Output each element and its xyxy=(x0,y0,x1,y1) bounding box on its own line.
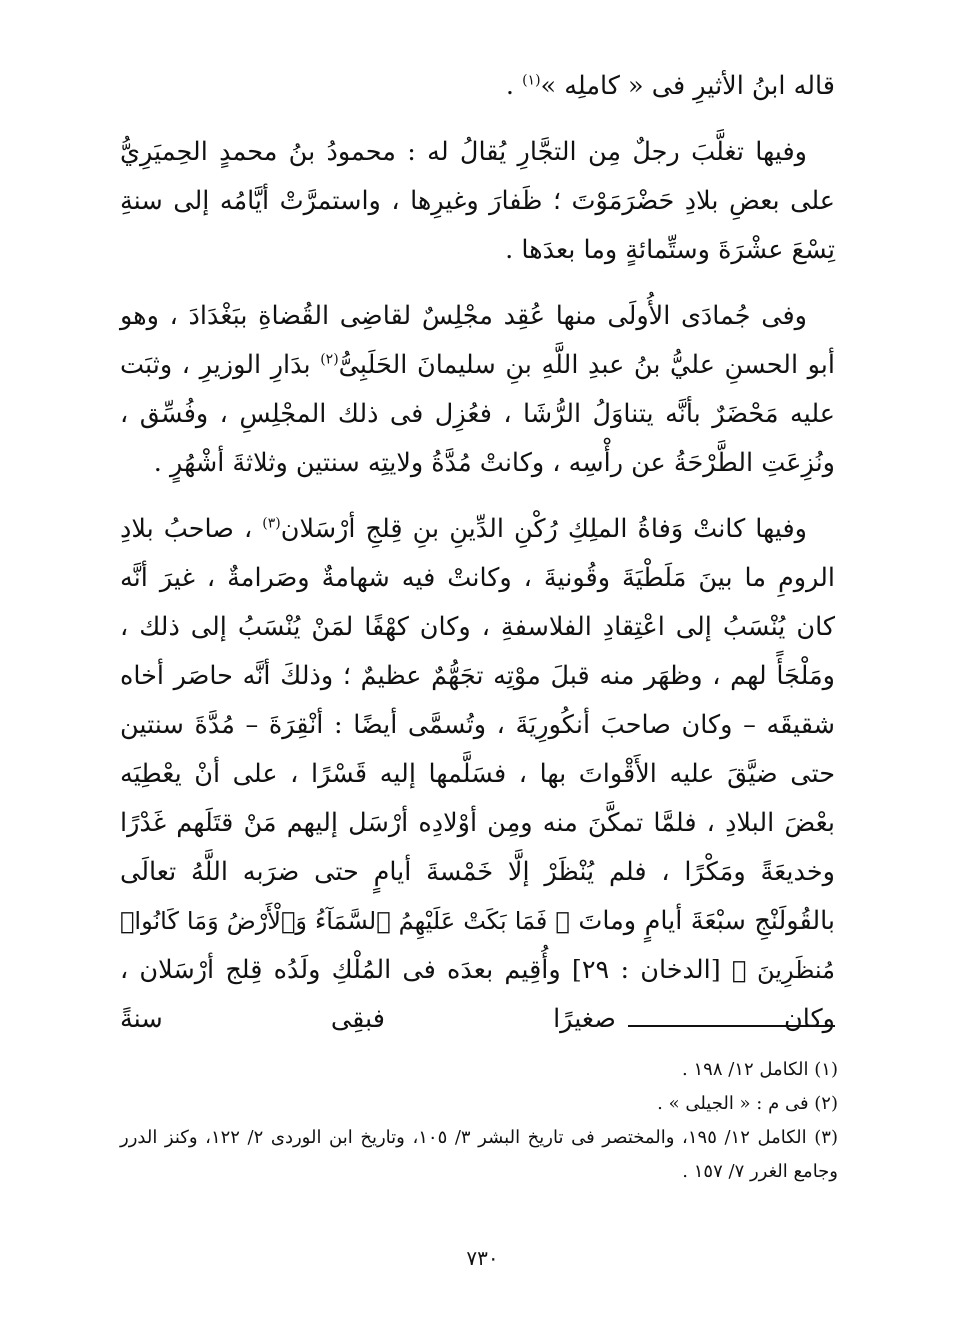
footnote-ref: (٢) xyxy=(320,351,339,368)
footnote-divider xyxy=(628,1025,835,1027)
paragraph xyxy=(120,505,835,1044)
quran-quote: ﴿ فَمَا بَكَتْ عَلَيْهِمُ ٱلسَّمَآءُ وَٱلْأَرْضُ وَمَا كَانُوا۟ مُنظَرِينَ ﴾ xyxy=(120,907,835,984)
paragraph-text: قاله ابنُ الأثيرِ فى « كاملِه » xyxy=(540,71,835,101)
footnote: (١) الكامل ١٢/ ١٩٨ . xyxy=(682,1059,838,1080)
paragraph-text: . xyxy=(505,71,523,101)
paragraph xyxy=(120,62,835,111)
paragraph-text: وفيها كانتْ وَفاةُ الملِكِ رُكْنِ الدِّينِ بنِ قِلجِ أرْسَلان xyxy=(280,514,807,544)
paragraph xyxy=(120,128,835,275)
footnote: (٣) الكامل ١٢/ ١٩٥، والمختصر فى تاريخ البشر ٣/ ١٠٥، وتاريخ ابن الوردى ٢/ ١٢٢، وكنز الدرر وجامع الغرر ٧/ ١٥٧ . xyxy=(120,1127,838,1182)
footnotes xyxy=(120,1053,838,1189)
paragraph-text: [الدخان : ٢٩] وأُقِيم بعدَه فى المُلْكِ ولَدُه قِلج أرْسَلان ، وكان صغيرًا فبقِى سنةً xyxy=(120,955,835,1034)
paragraph-text: وفى جُمادَى الأُولَى منها عُقِد مجْلِسٌ لقاضِى القُضاةِ ببَغْدَادَ ، وهو أبو الحسنِ عليُّ بنُ عبدِ اللَّهِ بنِ سليمانَ الحَلَبِىُّ xyxy=(120,301,835,380)
paragraph xyxy=(120,292,835,488)
paragraph-text: بدَارِ الوزيرِ ، وثبَت عليه مَحْضَرٌ بأنَّه يتناوَلُ الرُّشَا ، فعُزِل فى ذلك المجْلِسِ ، وفُسِّق ، ونُزِعَتِ الطَّرْحَةُ عن رأْسِه ، وكانتْ مُدَّةُ ولايتِه سنتين وثلاثةَ أشْهُرٍ . xyxy=(120,350,835,478)
paragraph-text: وفيها تغلَّبَ رجلٌ مِن التجَّارِ يُقالُ له : محمودُ بنُ محمدٍ الحِميَرِيُّ على بعضِ بلادِ حَضْرَمَوْتَ ؛ ظَفارَ وغيرِها ، واستمرَّتْ أيَّامُه إلى سنةِ تِسْعَ عشْرَةَ وستِّمائةٍ وما بعدَها . xyxy=(120,137,835,265)
paragraph-text: ، صاحبُ بلادِ الرومِ ما بينَ مَلَطْيَةَ وقُونيةَ ، وكانتْ فيه شهامةٌ وصَرامةٌ ، غيرَ أنَّه كان يُنْسَبُ إلى اعْتِقادِ الفلاسفةِ ، وكان كهْفًا لمَنْ يُنْسَبُ إلى ذلك ، ومَلْجَأً لهم ، وظهَر منه قبلَ موْتِه تجَهُّمٌ عظيمٌ ؛ وذلكَ أنَّه حاصَر أخاه شقيقَه – وكان صاحبَ أنكُورِيَةَ ، وتُسمَّى أيضًا : أنْقِرَةَ – مُدَّةَ سنتين حتى ضيَّقَ عليه الأَقْواتَ بها ، فسَلَّمها إليه قَسْرًا ، على أنْ يعْطِيَه بعْضَ البلادِ ، فلمَّا تمكَّنَ منه ومِن أوْلادِه أرْسَل إليهم مَنْ قتَلَهم غَدْرًا وخديعَةً ومَكْرًا ، فلم يُنْظَرْ إلَّا خَمْسةَ أيامٍ حتى ضرَبه اللَّهُ تعالَى بالقُولَنْجِ سبْعَةَ أيامٍ وماتَ xyxy=(120,514,835,936)
footnote-ref: (١) xyxy=(522,72,541,89)
page-number: ٧٣٠ xyxy=(466,1246,499,1270)
footnote-ref: (٣) xyxy=(262,515,281,532)
main-text xyxy=(120,62,835,1044)
footnote: (٢) فى م : « الجيلى » . xyxy=(657,1093,838,1114)
